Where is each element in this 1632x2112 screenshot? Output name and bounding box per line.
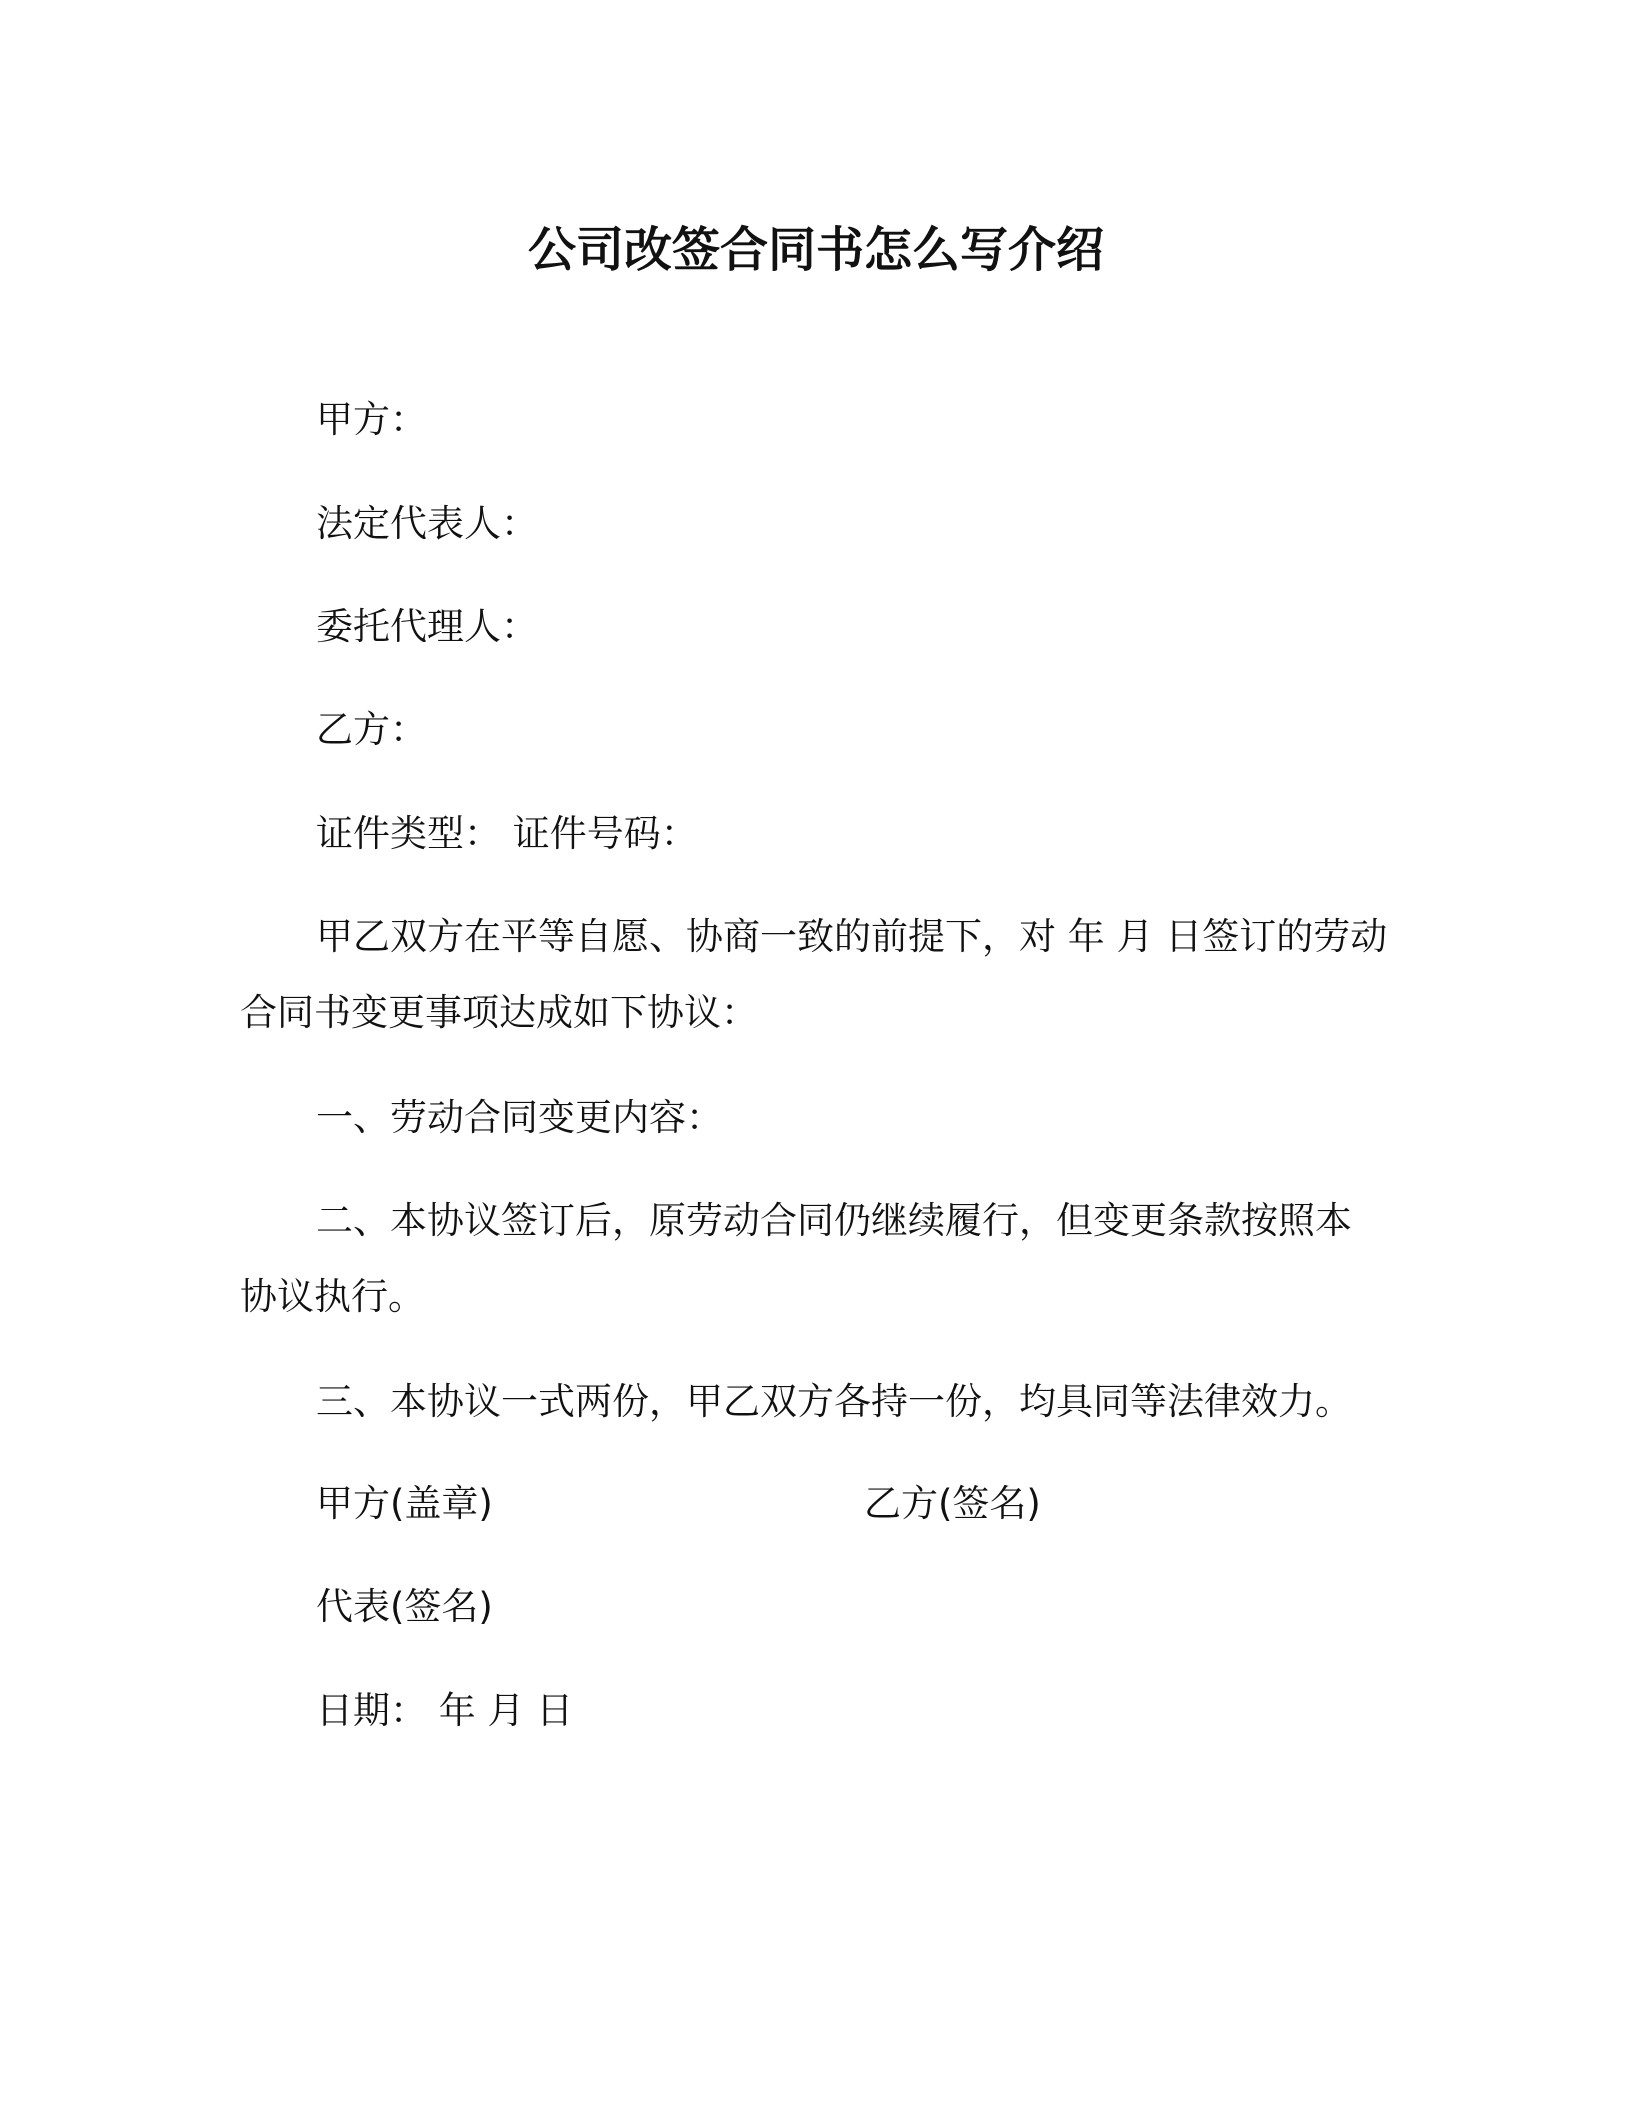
document-title: 公司改签合同书怎么写介绍 xyxy=(527,222,1104,278)
party-b-field: 乙方： xyxy=(316,708,427,751)
party-a-field: 甲方： xyxy=(316,398,427,441)
clause-two-line-1: 二、本协议签订后，原劳动合同仍继续履行，但变更条款按照本 xyxy=(316,1199,1352,1242)
agent-field: 委托代理人： xyxy=(316,605,538,648)
clause-three: 三、本协议一式两份，甲乙双方各持一份，均具同等法律效力。 xyxy=(316,1380,1352,1423)
intro-paragraph-line-1: 甲乙双方在平等自愿、协商一致的前提下，对 年 月 日签订的劳动 xyxy=(316,915,1388,958)
legal-representative-field: 法定代表人： xyxy=(316,502,538,545)
intro-paragraph-line-2: 合同书变更事项达成如下协议： xyxy=(240,991,758,1034)
clause-two-line-2: 协议执行。 xyxy=(240,1275,425,1318)
representative-signature-label: 代表(签名) xyxy=(316,1585,493,1628)
party-b-signature-label: 乙方(签名) xyxy=(864,1482,1041,1525)
clause-one: 一、劳动合同变更内容： xyxy=(316,1096,723,1139)
id-type-number-field: 证件类型： 证件号码： xyxy=(316,812,698,855)
party-a-seal-label: 甲方(盖章) xyxy=(316,1482,493,1525)
date-field: 日期： 年 月 日 xyxy=(316,1689,574,1732)
